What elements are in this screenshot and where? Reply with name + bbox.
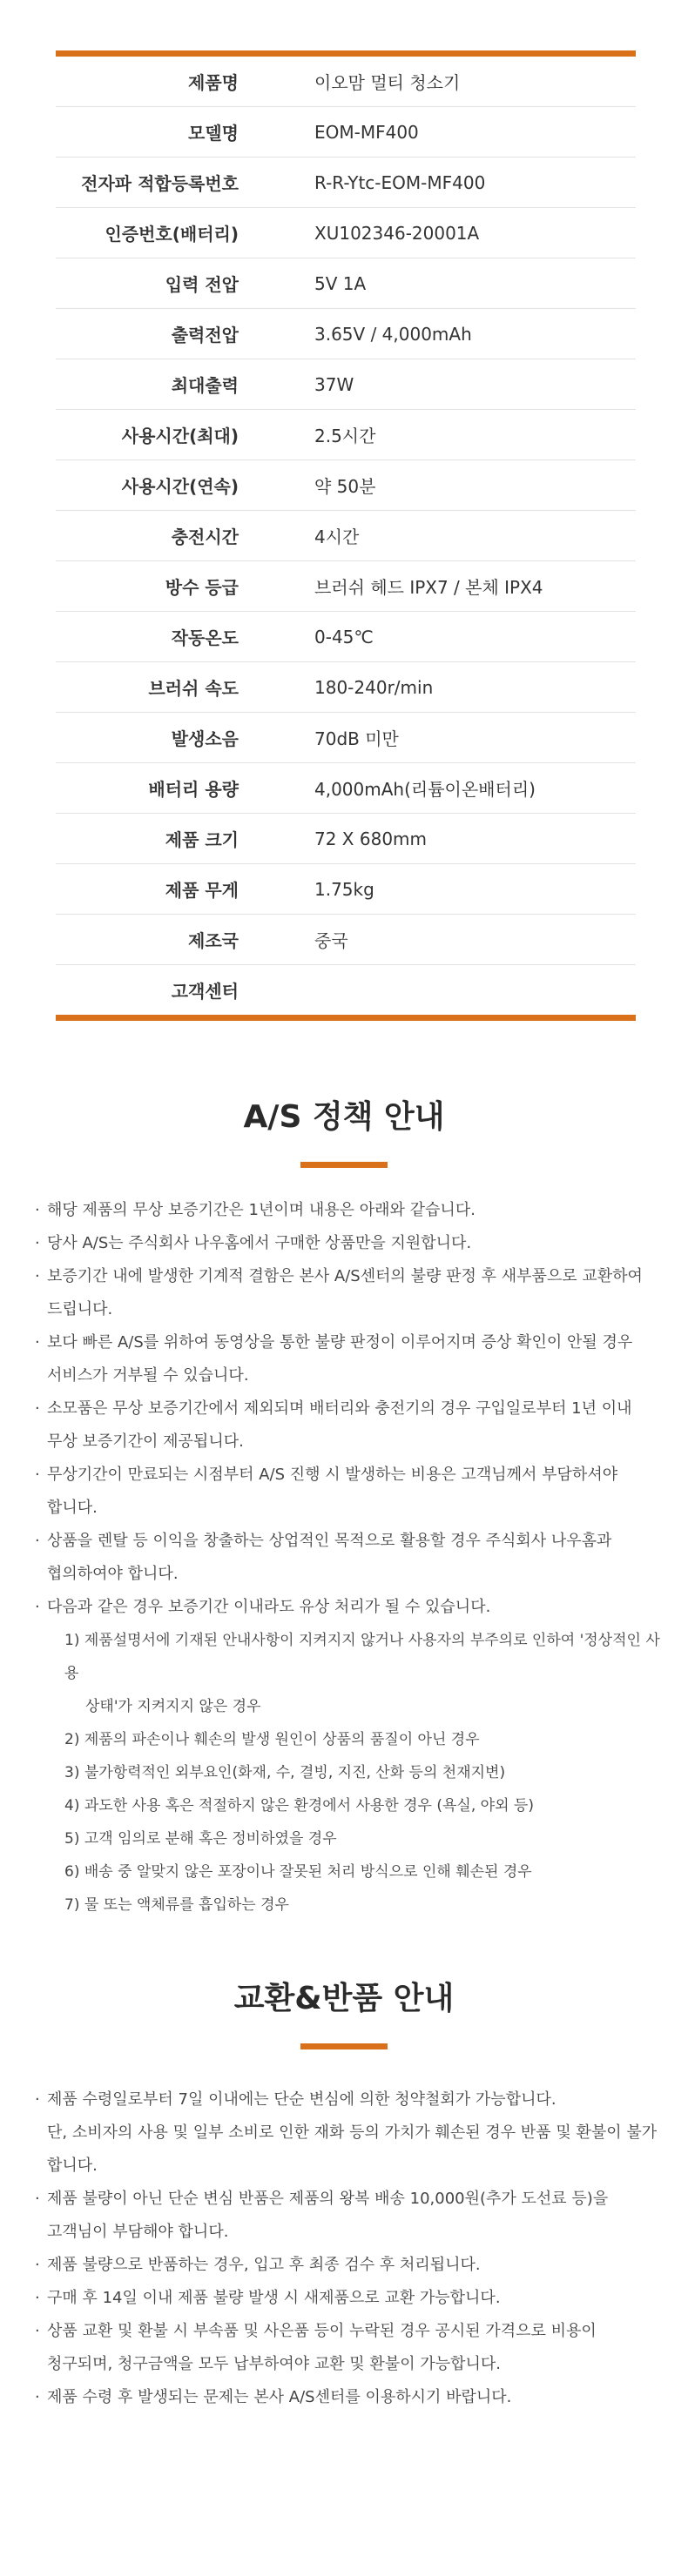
list-item bbox=[35, 1558, 662, 1591]
list-item bbox=[35, 1194, 662, 1227]
list-item bbox=[35, 2183, 662, 2216]
as-policy-title-bar bbox=[300, 1162, 388, 1168]
list-item bbox=[35, 1525, 662, 1558]
list-item-text: 청구되며, 청구금액을 모두 납부하여야 교환 및 환불이 가능합니다. bbox=[47, 2355, 501, 2373]
spec-row bbox=[56, 208, 636, 258]
sub-list-item: 2) 제품의 파손이나 훼손의 발생 원인이 상품의 품질이 아닌 경우 bbox=[64, 1731, 480, 1748]
list-item-text: 해당 제품의 무상 보증기간은 1년이며 내용은 아래와 같습니다. bbox=[47, 1201, 476, 1219]
list-item bbox=[35, 1392, 662, 1426]
spec-row bbox=[56, 57, 636, 107]
list-item bbox=[35, 2381, 662, 2414]
list-item bbox=[35, 2315, 662, 2348]
return-policy-title: 교환&반품 안내 bbox=[233, 1981, 455, 2016]
spec-label: 발생소음 bbox=[171, 728, 239, 749]
spec-label: 배터리 용량 bbox=[148, 779, 239, 800]
bullet-icon: · bbox=[35, 1399, 40, 1418]
spec-value: 4,000mAh(리튬이온배터리) bbox=[314, 779, 536, 800]
list-item bbox=[35, 1326, 662, 1359]
spec-value: 4시간 bbox=[314, 527, 360, 547]
bullet-icon: · bbox=[35, 1234, 40, 1252]
spec-label: 고객센터 bbox=[171, 981, 239, 1002]
spec-value: 180-240r/min bbox=[314, 676, 434, 698]
spec-value: 70dB 미만 bbox=[314, 728, 399, 749]
list-item-text: 합니다. bbox=[47, 1499, 98, 1517]
spec-label: 작동온도 bbox=[171, 627, 239, 648]
spec-value: 0-45℃ bbox=[314, 626, 374, 647]
spec-label: 제조국 bbox=[188, 930, 239, 951]
list-item-text: 고객님이 부담해야 합니다. bbox=[47, 2223, 229, 2241]
sub-list-item: 5) 고객 임의로 분해 혹은 정비하였을 경우 bbox=[64, 1830, 337, 1848]
list-item-text: 보증기간 내에 발생한 기계적 결함은 본사 A/S센터의 불량 판정 후 새부품으로 교환하여 bbox=[47, 1267, 643, 1285]
list-item-text: 무상기간이 만료되는 시점부터 A/S 진행 시 발생하는 비용은 고객님께서 부담하셔야 bbox=[47, 1466, 618, 1484]
sub-list-item: 4) 과도한 사용 혹은 적절하지 않은 환경에서 사용한 경우 (욕실, 야외 등) bbox=[64, 1797, 534, 1815]
spec-row bbox=[56, 460, 636, 511]
sub-list-item: 7) 물 또는 액체류를 흡입하는 경우 bbox=[64, 1896, 289, 1914]
spec-value: EOM-MF400 bbox=[314, 121, 419, 143]
list-item-text: 제품 수령일로부터 7일 이내에는 단순 변심에 의한 청약철회가 가능합니다. bbox=[47, 2090, 556, 2109]
return-policy-title-bar bbox=[300, 2043, 388, 2049]
list-item-text: 무상 보증기간이 제공됩니다. bbox=[47, 1432, 244, 1451]
list-item-text: 단, 소비자의 사용 및 일부 소비로 인한 재화 등의 가치가 훼손된 경우 반품 및 환불이 불가합니다. bbox=[47, 2123, 658, 2175]
spec-row bbox=[56, 662, 636, 713]
spec-table-top-bar bbox=[56, 50, 636, 57]
spec-label: 충전시간 bbox=[171, 527, 239, 547]
bullet-icon: · bbox=[35, 2256, 40, 2274]
spec-value: 이오맘 멀티 청소기 bbox=[314, 72, 461, 93]
spec-label: 브러쉬 속도 bbox=[148, 678, 239, 699]
list-item-text: 소모품은 무상 보증기간에서 제외되며 배터리와 충전기의 경우 구입일로부터 1년 이내 bbox=[47, 1399, 632, 1418]
list-item bbox=[35, 1492, 662, 1525]
bullet-icon: · bbox=[35, 2388, 40, 2406]
spec-row bbox=[56, 915, 636, 965]
list-item-text: 다음과 같은 경우 보증기간 이내라도 유상 처리가 될 수 있습니다. bbox=[47, 1598, 491, 1616]
spec-value: 37W bbox=[314, 373, 354, 395]
spec-label: 제품 크기 bbox=[165, 829, 239, 850]
list-item bbox=[35, 2083, 662, 2116]
list-item bbox=[35, 2348, 662, 2381]
list-item bbox=[35, 1359, 662, 1392]
spec-label: 인증번호(배터리) bbox=[105, 224, 239, 245]
spec-row bbox=[56, 713, 636, 763]
list-item-text: 제품 불량이 아닌 단순 변심 반품은 제품의 왕복 배송 10,000원(추가 도선료 등)을 bbox=[47, 2190, 609, 2208]
spec-row bbox=[56, 107, 636, 158]
list-item bbox=[35, 1227, 662, 1260]
list-item-text: 드립니다. bbox=[47, 1300, 113, 1318]
sub-list-item: 6) 배송 중 알맞지 않은 포장이나 잘못된 처리 방식으로 인해 훼손된 경우 bbox=[64, 1863, 532, 1881]
spec-value: 중국 bbox=[314, 930, 348, 951]
spec-row bbox=[56, 612, 636, 662]
spec-row bbox=[56, 359, 636, 410]
spec-row bbox=[56, 965, 636, 1015]
spec-row bbox=[56, 410, 636, 460]
bullet-icon: · bbox=[35, 1466, 40, 1484]
spec-label: 전자파 적합등록번호 bbox=[81, 173, 239, 194]
return-policy-list bbox=[35, 2083, 662, 2414]
list-item-text: 서비스가 거부될 수 있습니다. bbox=[47, 1366, 249, 1385]
list-item-text: 당사 A/S는 주식회사 나우홈에서 구매한 상품만을 지원합니다. bbox=[47, 1234, 472, 1252]
spec-value: 브러쉬 헤드 IPX7 / 본체 IPX4 bbox=[314, 577, 543, 598]
spec-value: 1.75kg bbox=[314, 878, 374, 900]
spec-row bbox=[56, 561, 636, 612]
spec-row bbox=[56, 309, 636, 359]
as-policy-list bbox=[35, 1194, 662, 1922]
spec-row bbox=[56, 814, 636, 864]
list-item bbox=[35, 2216, 662, 2249]
spec-value: 72 X 680mm bbox=[314, 828, 428, 849]
spec-value: 3.65V / 4,000mAh bbox=[314, 323, 472, 345]
list-item-text: 상품을 렌탈 등 이익을 창출하는 상업적인 목적으로 활용할 경우 주식회사 나우홈과 bbox=[47, 1532, 612, 1550]
list-item bbox=[35, 1293, 662, 1326]
spec-row bbox=[56, 258, 636, 309]
list-item-text: 보다 빠른 A/S를 위하여 동영상을 통한 불량 판정이 이루어지며 증상 확인이 안될 경우 bbox=[47, 1333, 633, 1352]
spec-row bbox=[56, 763, 636, 814]
list-item-text: 구매 후 14일 이내 제품 불량 발생 시 새제품으로 교환 가능합니다. bbox=[47, 2289, 501, 2307]
sub-list-item: 상태'가 지켜지지 않은 경우 bbox=[85, 1698, 261, 1715]
spec-value: R-R-Ytc-EOM-MF400 bbox=[314, 171, 486, 193]
bullet-icon: · bbox=[35, 2289, 40, 2307]
list-item-text: 상품 교환 및 환불 시 부속품 및 사은품 등이 누락된 경우 공시된 가격으로 비용이 bbox=[47, 2322, 597, 2340]
spec-value: 2.5시간 bbox=[314, 426, 376, 446]
bullet-icon: · bbox=[35, 1333, 40, 1352]
bullet-icon: · bbox=[35, 2190, 40, 2208]
spec-table bbox=[56, 50, 636, 1021]
as-policy-title: A/S 정책 안내 bbox=[243, 1099, 445, 1135]
spec-label: 입력 전압 bbox=[165, 274, 239, 295]
sub-list-item: 1) 제품설명서에 기재된 안내사항이 지켜지지 않거나 사용자의 부주의로 인하여 '정상적인 사용 bbox=[64, 1632, 660, 1682]
spec-label: 사용시간(최대) bbox=[121, 426, 239, 446]
list-item bbox=[35, 2282, 662, 2315]
spec-label: 모델명 bbox=[188, 123, 239, 144]
sub-list-item: 3) 불가항력적인 외부요인(화재, 수, 결빙, 지진, 산화 등의 천재지변) bbox=[64, 1764, 506, 1781]
bullet-icon: · bbox=[35, 1532, 40, 1550]
bullet-icon: · bbox=[35, 1598, 40, 1616]
spec-row bbox=[56, 864, 636, 915]
spec-label: 사용시간(연속) bbox=[121, 476, 239, 497]
spec-label: 제품 무게 bbox=[165, 880, 239, 901]
spec-value: XU102346-20001A bbox=[314, 222, 480, 244]
list-item bbox=[35, 2249, 662, 2282]
spec-table-bottom-bar bbox=[56, 1015, 636, 1021]
list-item-text: 협의하여야 합니다. bbox=[47, 1565, 179, 1583]
list-item bbox=[35, 1459, 662, 1492]
bullet-icon: · bbox=[35, 2090, 40, 2109]
list-item bbox=[35, 1260, 662, 1293]
spec-label: 출력전압 bbox=[171, 325, 239, 345]
list-item bbox=[35, 1591, 662, 1624]
spec-value: 5V 1A bbox=[314, 272, 367, 294]
list-item-text: 제품 수령 후 발생되는 문제는 본사 A/S센터를 이용하시기 바랍니다. bbox=[47, 2388, 512, 2406]
list-item bbox=[35, 2116, 662, 2183]
spec-row bbox=[56, 158, 636, 208]
bullet-icon: · bbox=[35, 2322, 40, 2340]
spec-row bbox=[56, 511, 636, 561]
list-item-text: 제품 불량으로 반품하는 경우, 입고 후 최종 검수 후 처리됩니다. bbox=[47, 2256, 481, 2274]
bullet-icon: · bbox=[35, 1267, 40, 1285]
list-item bbox=[35, 1426, 662, 1459]
spec-label: 방수 등급 bbox=[165, 577, 239, 598]
spec-label: 최대출력 bbox=[171, 375, 239, 396]
spec-value: 약 50분 bbox=[314, 476, 376, 497]
spec-rows bbox=[56, 57, 636, 1015]
spec-label: 제품명 bbox=[188, 72, 239, 93]
bullet-icon: · bbox=[35, 1201, 40, 1219]
